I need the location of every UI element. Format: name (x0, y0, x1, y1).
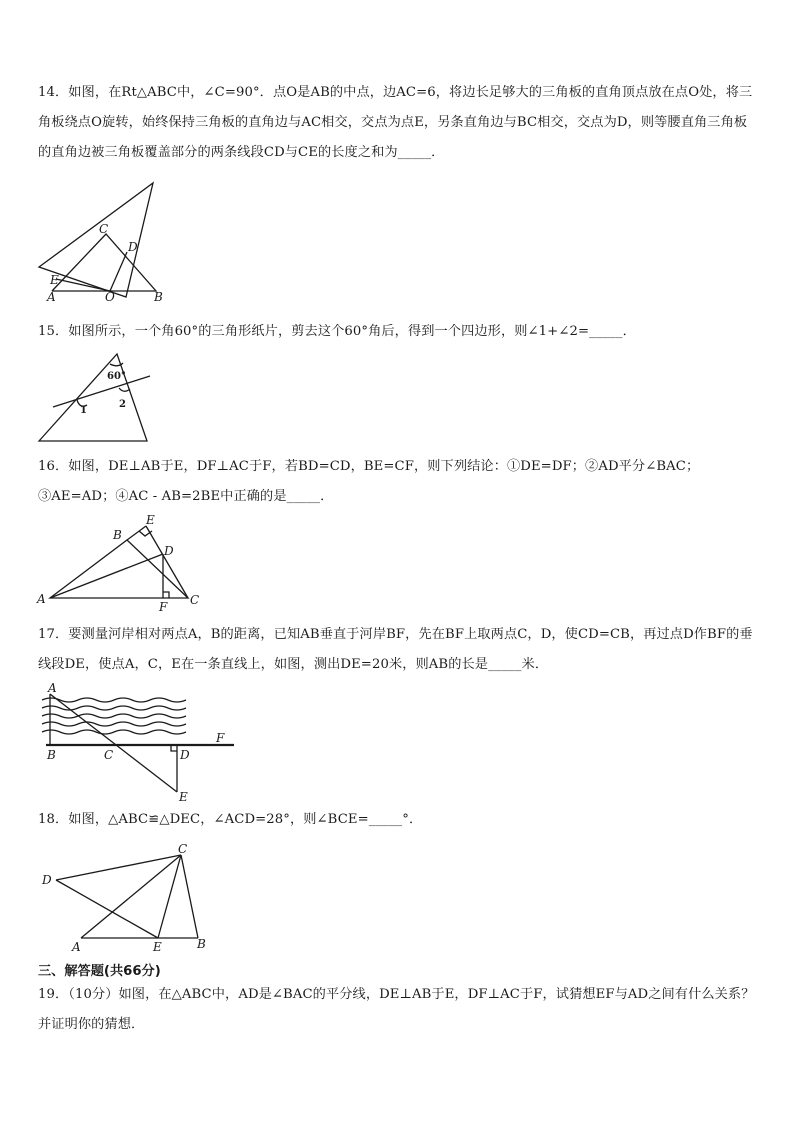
question-17-text: 17．要测量河岸相对两点A，B的距离，已知AB垂直于河岸BF，先在BF上取两点C，D，使CD=CB，再过点D作BF的垂线段DE，使点A，C，E在一条直线上，如图，测出DE=20米，则AB的长是_____米． (38, 627, 753, 672)
label-d: D (42, 873, 52, 887)
segment-dc (56, 855, 181, 880)
figure-q18 (38, 840, 218, 955)
section-3-heading: 三、解答题(共66分) (38, 964, 161, 979)
segment-bc (181, 855, 198, 938)
label-a: A (48, 681, 57, 695)
label-angle-2: 2 (119, 399, 126, 410)
label-e: E (50, 273, 59, 287)
label-a: A (37, 592, 46, 606)
label-angle-1: 1 (80, 405, 87, 416)
label-e: E (153, 940, 162, 954)
triangle-abc (52, 234, 156, 291)
label-o: O (105, 290, 115, 304)
triangle-paper (39, 354, 147, 441)
segment-od (110, 252, 127, 291)
segment-de (56, 880, 158, 938)
label-d: D (180, 748, 190, 762)
river-waves (42, 698, 186, 734)
segment-ec (158, 855, 181, 938)
figure-q15 (30, 350, 160, 445)
label-e: E (146, 513, 155, 527)
label-a: A (72, 940, 81, 954)
label-d: D (164, 544, 174, 558)
figure-q14 (30, 176, 180, 306)
label-f: F (216, 731, 225, 745)
label-b: B (154, 290, 163, 304)
label-a: A (47, 290, 56, 304)
figure-q17 (38, 680, 243, 805)
label-d: D (128, 240, 138, 254)
label-60: 60° (107, 371, 126, 382)
label-e: E (179, 790, 188, 804)
label-f: F (159, 600, 168, 614)
right-angle-f (163, 592, 169, 598)
label-c: C (178, 842, 188, 856)
segment-be (127, 526, 146, 540)
question-19-text: 19．（10分）如图，在△ABC中，AD是∠BAC的平分线，DE⊥AB于E，DF⊥AC于F，试猜想EF与AD之间有什么关系？并证明你的猜想． (38, 987, 755, 1032)
label-b: B (113, 528, 122, 542)
label-c: C (99, 222, 109, 236)
label-b: B (197, 937, 206, 951)
question-14-text: 14．如图，在Rt△ABC中，∠C=90°．点O是AB的中点，边AC=6，将边长足够大的三角板的直角顶点放在点O处，将三角板绕点O旋转，始终保持三角板的直角边与AC相交，交点为点E，另条直角边与BC相交，交点为D，则等腰直角三角板的直角边被三角板覆盖部分的两条线段CD与CE的长度之和为_____． (38, 85, 753, 160)
segment-ec (146, 526, 188, 598)
label-c: C (104, 748, 114, 762)
segment-ac (81, 855, 181, 938)
question-15-text: 15．如图所示，一个角60°的三角形纸片，剪去这个60°角后，得到一个四边形，则∠1+∠2=_____． (38, 324, 636, 339)
cut-line (53, 376, 150, 407)
segment-ad (50, 554, 163, 598)
question-16-text: 16．如图，DE⊥AB于E，DF⊥AC于F，若BD=CD，BE=CF，则下列结论：①DE=DF；②AD平分∠BAC；③AE=AD；④AC - AB=2BE中正确的是_____． (38, 459, 700, 504)
label-b: B (47, 748, 56, 762)
question-18-text: 18．如图，△ABC≌△DEC，∠ACD=28°，则∠BCE=_____°． (38, 812, 423, 827)
figure-q16 (30, 512, 210, 612)
segment-oe (56, 279, 110, 291)
label-c: C (190, 593, 200, 607)
